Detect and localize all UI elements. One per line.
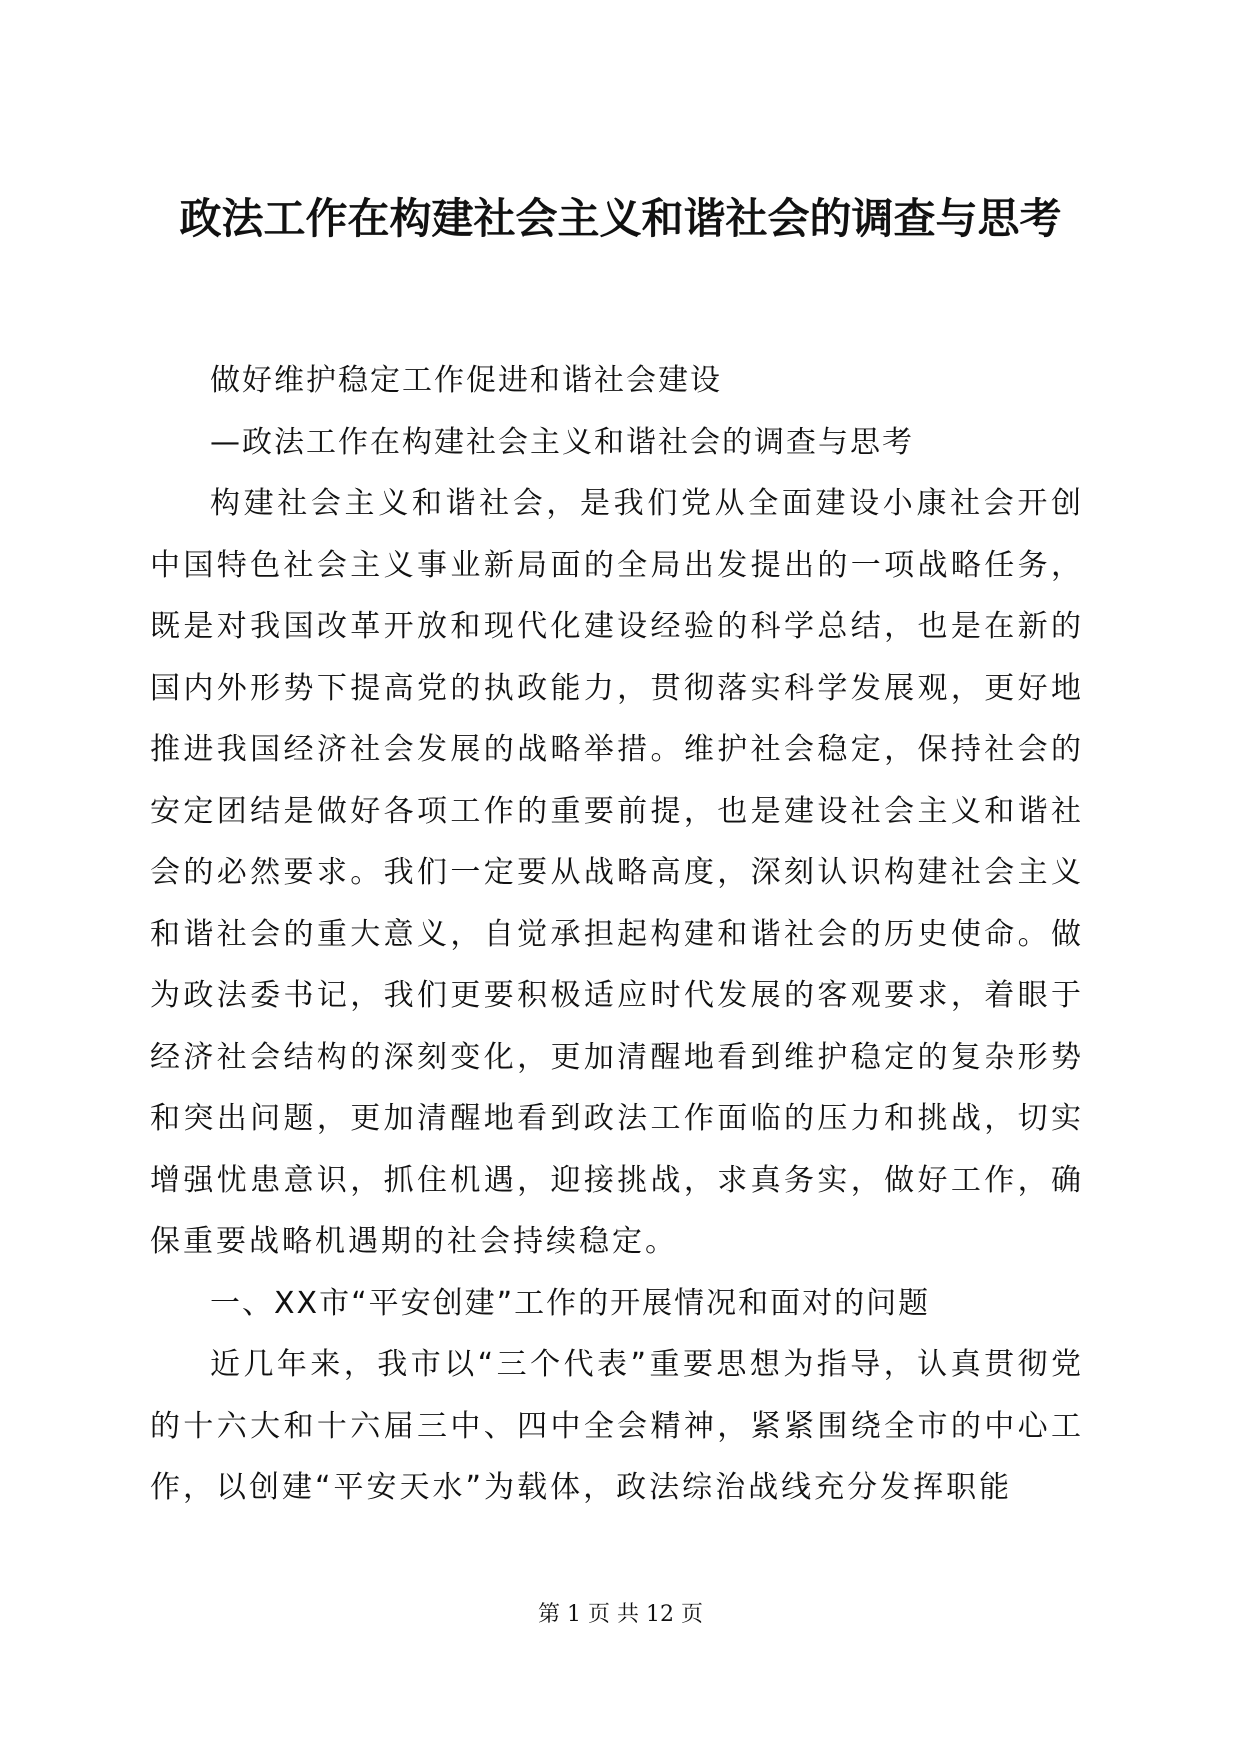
body-paragraph-intro: 构建社会主义和谐社会，是我们党从全面建设小康社会开创中国特色社会主义事业新局面的全局出发提出的一项战略任务，既是对我国改革开放和现代化建设经验的科学总结，也是在新的国内外形势下提高党的执政能力，贯彻落实科学发展观，更好地推进我国经济社会发展的战略举措。维护社会稳定，保持社会的安定团结是做好各项工作的重要前提，也是建设社会主义和谐社会的必然要求。我们一定要从战略高度，深刻认识构建社会主义和谐社会的重大意义，自觉承担起构建和谐社会的历史使命。做为政法委书记，我们更要积极适应时代发展的客观要求，着眼于经济社会结构的深刻变化，更加清醒地看到维护稳定的复杂形势和突出问题，更加清醒地看到政法工作面临的压力和挑战，切实增强忧患意识，抓住机遇，迎接挑战，求真务实，做好工作，确保重要战略机遇期的社会持续稳定。 (150, 486, 1084, 1259)
document-title: 政法工作在构建社会主义和谐社会的调查与思考 (179, 194, 1062, 243)
page-footer: 第 1 页 共 12 页 (538, 1602, 703, 1627)
subtitle-dash-line: —政法工作在构建社会主义和谐社会的调查与思考 (210, 424, 914, 460)
document-body (150, 350, 1084, 1519)
body-paragraph-section-1: 近几年来，我市以“三个代表”重要思想为指导，认真贯彻党的十六大和十六届三中、四中全会精神，紧紧围绕全市的中心工作，以创建“平安天水”为载体，政法综治战线充分发挥职能 (150, 1347, 1084, 1505)
section-heading: 一、XX市“平安创建”工作的开展情况和面对的问题 (210, 1285, 931, 1321)
subtitle-line: 做好维护稳定工作促进和谐社会建设 (210, 363, 722, 398)
